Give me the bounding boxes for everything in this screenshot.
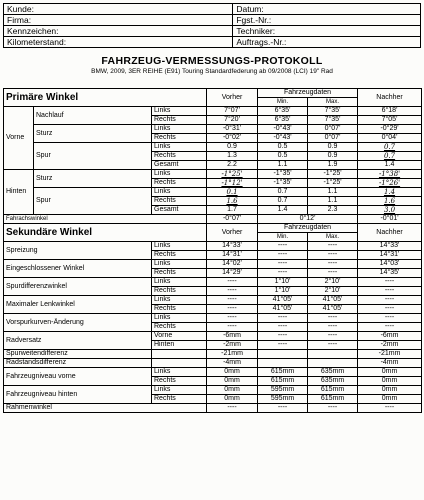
value-max: 615mm <box>308 395 358 404</box>
value-vorher: 2.2 <box>207 161 258 170</box>
row-label-fahrachswinkel: Fahrachswinkel <box>4 215 207 224</box>
primary-header-row <box>4 89 422 98</box>
value-max: 0°07' <box>308 134 358 143</box>
value-vorher: 0mm <box>207 377 258 386</box>
value-max: 2.3 <box>308 206 358 215</box>
value-nachher: 0°04' <box>358 134 422 143</box>
sub-label: Hinten <box>152 341 207 350</box>
table-row <box>4 314 422 323</box>
col-vorher: Vorher <box>207 89 258 107</box>
secondary-section-title: Sekundäre Winkel <box>4 224 207 242</box>
value-nachher: 14°33' <box>358 242 422 251</box>
value-nachher: 14°35' <box>358 269 422 278</box>
value-max: ---- <box>308 332 358 341</box>
value-nachher: -1°26' <box>358 179 422 188</box>
value-vorher: -4mm <box>207 359 258 368</box>
table-row <box>4 332 422 341</box>
value-max: 0°07' <box>308 125 358 134</box>
value-vorher: -21mm <box>207 350 258 359</box>
value-min: ---- <box>258 341 308 350</box>
value-max: -1°25' <box>308 179 358 188</box>
value-nachher: -21mm <box>358 350 422 359</box>
table-row <box>4 242 422 251</box>
value-min: ---- <box>258 314 308 323</box>
sub-label: Links <box>152 242 207 251</box>
value-nachher: 0mm <box>358 377 422 386</box>
value-max: 7°35' <box>308 116 358 125</box>
value-nachher: 1.6 <box>358 197 422 206</box>
value-nachher: 0.7 <box>358 143 422 152</box>
value-min: 6°35' <box>258 107 308 116</box>
row-label: Spreizung <box>4 242 152 260</box>
sub-label: Rechts <box>152 377 207 386</box>
value-vorher: ---- <box>207 314 258 323</box>
value-min: ---- <box>258 332 308 341</box>
value-max: ---- <box>308 251 358 260</box>
value-vorher: -1°25' <box>207 170 258 179</box>
col-nachher: Nachher <box>358 224 422 242</box>
value-nachher: 0mm <box>358 386 422 395</box>
col-vorher: Vorher <box>207 224 258 242</box>
value-min <box>258 350 308 359</box>
value-vorher: 14°31' <box>207 251 258 260</box>
row-label-sturz-vorne: Sturz <box>34 125 152 143</box>
sub-label: Links <box>152 170 207 179</box>
value-nachher: 14°03' <box>358 260 422 269</box>
col-fahrzeugdaten: Fahrzeugdaten <box>258 89 358 98</box>
value-max: ---- <box>308 314 358 323</box>
value-nachher: 14°31' <box>358 251 422 260</box>
value-max: -1°25' <box>308 170 358 179</box>
value-vorher: 0.1 <box>207 188 258 197</box>
value-vorher: 0mm <box>207 368 258 377</box>
value-max: 7°35' <box>308 107 358 116</box>
value-min: 1.4 <box>258 206 308 215</box>
table-row <box>4 143 422 152</box>
value-nachher: ---- <box>358 296 422 305</box>
sub-label: Rechts <box>152 305 207 314</box>
value-min: 1°10' <box>258 278 308 287</box>
value-vorher: 14°02' <box>207 260 258 269</box>
value-vorher: ---- <box>207 278 258 287</box>
value-vorher: ---- <box>207 305 258 314</box>
value-vorher: 7°07' <box>207 107 258 116</box>
value-min: ---- <box>258 404 308 413</box>
value-max: 1.1 <box>308 197 358 206</box>
col-max: Max. <box>308 98 358 107</box>
row-label-spur-vorne: Spur <box>34 143 152 170</box>
value-nachher: -1°38' <box>358 170 422 179</box>
value-max <box>308 350 358 359</box>
value-nachher: ---- <box>358 323 422 332</box>
vehicle-description: BMW, 2009, 3ER REIHE (E91) Touring Standardfederung ab 09/2008 (LCI) 19" Rad <box>91 68 333 75</box>
value-vorher: 14°29' <box>207 269 258 278</box>
value-max: 635mm <box>308 377 358 386</box>
value-max: ---- <box>308 323 358 332</box>
value-max: 635mm <box>308 368 358 377</box>
value-vorher: 7°20' <box>207 116 258 125</box>
vorne-label: Vorne <box>4 107 34 170</box>
table-row <box>4 215 422 224</box>
value-max: 41°05' <box>308 305 358 314</box>
value-min: 0.5 <box>258 143 308 152</box>
value-min: ---- <box>258 242 308 251</box>
value-vorher: -1°12' <box>207 179 258 188</box>
primary-section-title: Primäre Winkel <box>4 89 207 107</box>
value-nachher: 0mm <box>358 368 422 377</box>
value-max: ---- <box>308 242 358 251</box>
sub-label: Links <box>152 278 207 287</box>
sub-label: Links <box>152 188 207 197</box>
row-label: Radstandsdifferenz <box>4 359 152 368</box>
value-vorher: -2mm <box>207 341 258 350</box>
value-max <box>308 359 358 368</box>
techniker-field: Techniker: <box>233 26 421 37</box>
value-max: 41°05' <box>308 296 358 305</box>
sub-label: Gesamt <box>152 161 207 170</box>
value-vorher: ---- <box>207 296 258 305</box>
value-nachher: -2mm <box>358 341 422 350</box>
protocol-title-block <box>3 55 421 75</box>
row-label: Eingeschlossener Winkel <box>4 260 152 278</box>
col-max: Max. <box>308 233 358 242</box>
value-min: ---- <box>258 269 308 278</box>
row-label: Fahrzeugniveau vorne <box>4 368 152 386</box>
row-label: Vorspurkurven-Änderung <box>4 314 152 332</box>
sub-label: Rechts <box>152 269 207 278</box>
sub-label <box>152 350 207 359</box>
value-min: ---- <box>258 260 308 269</box>
table-row <box>4 404 422 413</box>
table-row <box>4 368 422 377</box>
table-row <box>4 107 422 116</box>
value-nachher: ---- <box>358 278 422 287</box>
col-min: Min. <box>258 98 308 107</box>
sub-label: Links <box>152 386 207 395</box>
table-row <box>4 386 422 395</box>
sub-label: Rechts <box>152 197 207 206</box>
value-min: 615mm <box>258 368 308 377</box>
value-vorher: 14°33' <box>207 242 258 251</box>
col-fahrzeugdaten: Fahrzeugdaten <box>258 224 358 233</box>
row-label: Radversatz <box>4 332 152 350</box>
protocol-title: FAHRZEUG-VERMESSUNGS-PROTOKOLL <box>101 55 323 67</box>
value-min: 1.1 <box>258 161 308 170</box>
value-vorher: -6mm <box>207 332 258 341</box>
row-label: Spurweitendifferenz <box>4 350 152 359</box>
row-label-sturz-hinten: Sturz <box>34 170 152 188</box>
measurement-table <box>3 88 422 413</box>
sub-label: Links <box>152 260 207 269</box>
value-vorher: ---- <box>207 287 258 296</box>
sub-label: Rechts <box>152 395 207 404</box>
value-nachher: ---- <box>358 305 422 314</box>
value-nachher: 1.4 <box>358 161 422 170</box>
value-vorher: 1.7 <box>207 206 258 215</box>
sub-label: Gesamt <box>152 206 207 215</box>
sub-label: Links <box>152 125 207 134</box>
value-max: 615mm <box>308 386 358 395</box>
value-min: 0.7 <box>258 197 308 206</box>
row-label: Spurdifferenzwinkel <box>4 278 152 296</box>
value-vorher: ---- <box>207 404 258 413</box>
sub-label: Links <box>152 143 207 152</box>
value-nachher: ---- <box>358 314 422 323</box>
value-min: 595mm <box>258 395 308 404</box>
table-row <box>4 350 422 359</box>
value-vorher: ---- <box>207 323 258 332</box>
value-min: 615mm <box>258 377 308 386</box>
sub-label: Rechts <box>152 152 207 161</box>
value-nachher: 0.7 <box>358 152 422 161</box>
sub-label <box>152 359 207 368</box>
value-nachher: ---- <box>358 287 422 296</box>
sub-label: Links <box>152 107 207 116</box>
value-min <box>258 359 308 368</box>
value-nachher: 7°05' <box>358 116 422 125</box>
value-nachher: -0°29' <box>358 125 422 134</box>
value-max: 2°10' <box>308 278 358 287</box>
row-label: Maximaler Lenkwinkel <box>4 296 152 314</box>
kennzeichen-field: Kennzeichen: <box>4 26 233 37</box>
value-vorher: 0mm <box>207 395 258 404</box>
table-row <box>4 260 422 269</box>
value-vorher: -0°02' <box>207 134 258 143</box>
table-row <box>4 296 422 305</box>
sub-label: Vorne <box>152 332 207 341</box>
value-min: -1°35' <box>258 179 308 188</box>
value-nachher: -0°01' <box>358 215 422 224</box>
table-row <box>4 125 422 134</box>
sub-label: Links <box>152 368 207 377</box>
datum-field: Datum: <box>233 4 421 15</box>
value-min: 0.7 <box>258 188 308 197</box>
value-max: ---- <box>308 269 358 278</box>
value-nachher: -6mm <box>358 332 422 341</box>
value-max: ---- <box>308 404 358 413</box>
sub-label: Rechts <box>152 116 207 125</box>
value-max: 2°10' <box>308 287 358 296</box>
value-min: 595mm <box>258 386 308 395</box>
value-min: ---- <box>258 251 308 260</box>
sub-label: Links <box>152 314 207 323</box>
value-min: 41°05' <box>258 296 308 305</box>
sub-label: Rechts <box>152 179 207 188</box>
value-min: 6°35' <box>258 116 308 125</box>
value-nachher: ---- <box>358 404 422 413</box>
value-min: -1°35' <box>258 170 308 179</box>
row-label-rahmenwinkel: Rahmenwinkel <box>4 404 207 413</box>
value-max: 1.1 <box>308 188 358 197</box>
value-min: -0°43' <box>258 134 308 143</box>
kunde-field: Kunde: <box>4 4 233 15</box>
fgst-field: Fgst.-Nr.: <box>233 15 421 26</box>
secondary-header-row <box>4 224 422 233</box>
value-nachher: 6°18' <box>358 107 422 116</box>
kilometerstand-field: Kilometerstand: <box>4 37 233 48</box>
row-label-spur-hinten: Spur <box>34 188 152 215</box>
value-max: 0.9 <box>308 143 358 152</box>
value-nachher: 0mm <box>358 395 422 404</box>
value-nachher: -4mm <box>358 359 422 368</box>
table-row <box>4 188 422 197</box>
value-vorher: 1.6 <box>207 197 258 206</box>
table-row <box>4 359 422 368</box>
sub-label: Links <box>152 296 207 305</box>
sub-label: Rechts <box>152 251 207 260</box>
value-max: 1.9 <box>308 161 358 170</box>
value-fahrzeugdaten: 0°12' <box>258 215 358 224</box>
value-max: 0.9 <box>308 152 358 161</box>
value-min: -0°43' <box>258 125 308 134</box>
value-nachher: 1.4 <box>358 188 422 197</box>
value-vorher: 1.3 <box>207 152 258 161</box>
value-min: 1°10' <box>258 287 308 296</box>
auftrag-field: Auftrags.-Nr.: <box>233 37 421 48</box>
value-vorher: 0mm <box>207 386 258 395</box>
value-min: 0.5 <box>258 152 308 161</box>
col-min: Min. <box>258 233 308 242</box>
sub-label: Rechts <box>152 134 207 143</box>
row-label: Fahrzeugniveau hinten <box>4 386 152 404</box>
table-row <box>4 278 422 287</box>
value-max: ---- <box>308 260 358 269</box>
value-nachher: 3.0 <box>358 206 422 215</box>
hinten-label: Hinten <box>4 170 34 215</box>
value-min: 41°05' <box>258 305 308 314</box>
sub-label: Rechts <box>152 287 207 296</box>
row-label-nachlauf: Nachlauf <box>34 107 152 125</box>
value-max: ---- <box>308 341 358 350</box>
value-vorher: -0°07' <box>207 215 258 224</box>
value-vorher: 0.9 <box>207 143 258 152</box>
table-row <box>4 170 422 179</box>
value-min: ---- <box>258 323 308 332</box>
sub-label: Rechts <box>152 323 207 332</box>
value-vorher: -0°31' <box>207 125 258 134</box>
firma-field: Firma: <box>4 15 233 26</box>
col-nachher: Nachher <box>358 89 422 107</box>
header-table <box>3 3 421 48</box>
